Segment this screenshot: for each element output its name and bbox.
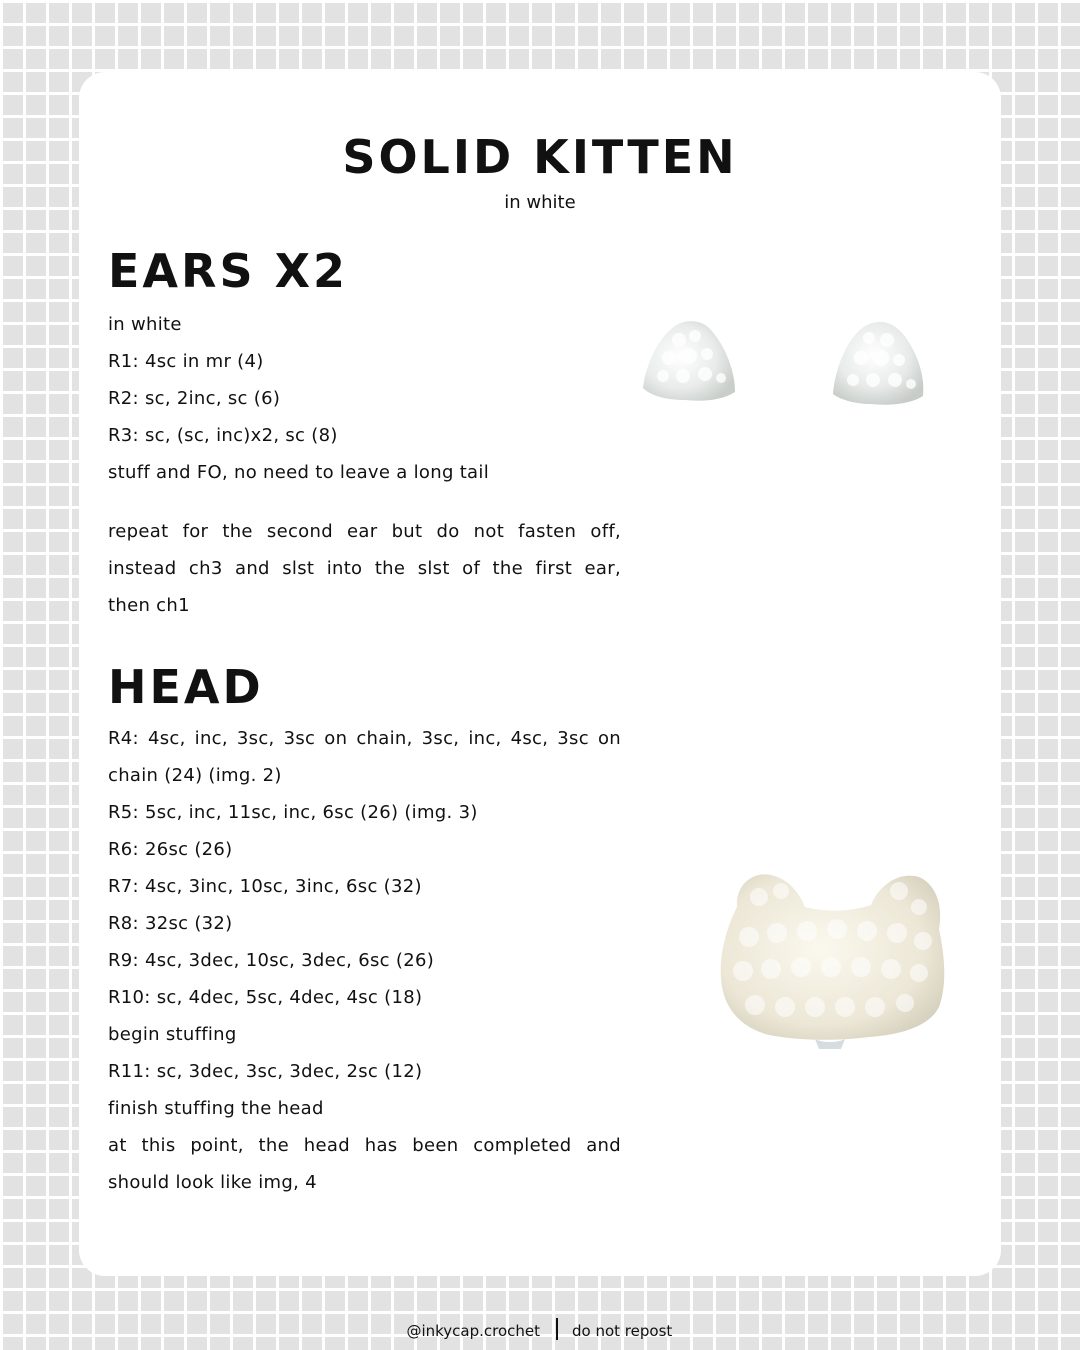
ear-photo-right (827, 318, 927, 410)
instruction-line: R3: sc, (sc, inc)x2, sc (8) (108, 425, 338, 446)
instruction-line: R4: 4sc, inc, 3sc, 3sc on chain, 3sc, inc, 4sc, 3sc on (108, 728, 621, 749)
instruction-line: R1: 4sc in mr (4) (108, 351, 264, 372)
ears-instructions (108, 306, 621, 491)
instruction-line: stuff and FO, no need to leave a long tail (108, 462, 489, 483)
page-subtitle: in white (504, 192, 576, 213)
instruction-line: R10: sc, 4dec, 5sc, 4dec, 4sc (18) (108, 987, 423, 1008)
ear-photo-left (639, 316, 739, 408)
instruction-line: R8: 32sc (32) (108, 913, 233, 934)
instruction-line: repeat for the second ear but do not fasten off, (108, 521, 621, 542)
head-instructions (108, 720, 621, 1201)
instruction-line: R2: sc, 2inc, sc (6) (108, 388, 281, 409)
footer (0, 1322, 1080, 1344)
instruction-line: in white (108, 314, 182, 335)
pattern-card (79, 72, 1001, 1276)
head-photo (719, 867, 949, 1052)
instruction-line: should look like img, 4 (108, 1172, 317, 1193)
page-title: SOLID KITTEN (342, 130, 738, 184)
instruction-line: instead ch3 and slst into the slst of the first ear, (108, 558, 621, 579)
repost-notice: do not repost (572, 1322, 673, 1340)
ears-heading: EARS X2 (108, 244, 349, 298)
instruction-line: R7: 4sc, 3inc, 10sc, 3inc, 6sc (32) (108, 876, 422, 897)
instruction-line: R6: 26sc (26) (108, 839, 233, 860)
instruction-line: chain (24) (img. 2) (108, 765, 282, 786)
instruction-line: R9: 4sc, 3dec, 10sc, 3dec, 6sc (26) (108, 950, 435, 971)
author-handle: @inkycap.crochet (406, 1322, 540, 1340)
ears-repeat-instructions (108, 513, 621, 624)
instruction-line: R5: 5sc, inc, 11sc, inc, 6sc (26) (img. 3) (108, 802, 478, 823)
instruction-line: begin stuffing (108, 1024, 237, 1045)
instruction-line: then ch1 (108, 595, 190, 616)
instruction-line: at this point, the head has been completed and (108, 1135, 621, 1156)
head-heading: HEAD (108, 660, 264, 714)
instruction-line: R11: sc, 3dec, 3sc, 3dec, 2sc (12) (108, 1061, 423, 1082)
instruction-line: finish stuffing the head (108, 1098, 324, 1119)
footer-divider (556, 1318, 558, 1340)
